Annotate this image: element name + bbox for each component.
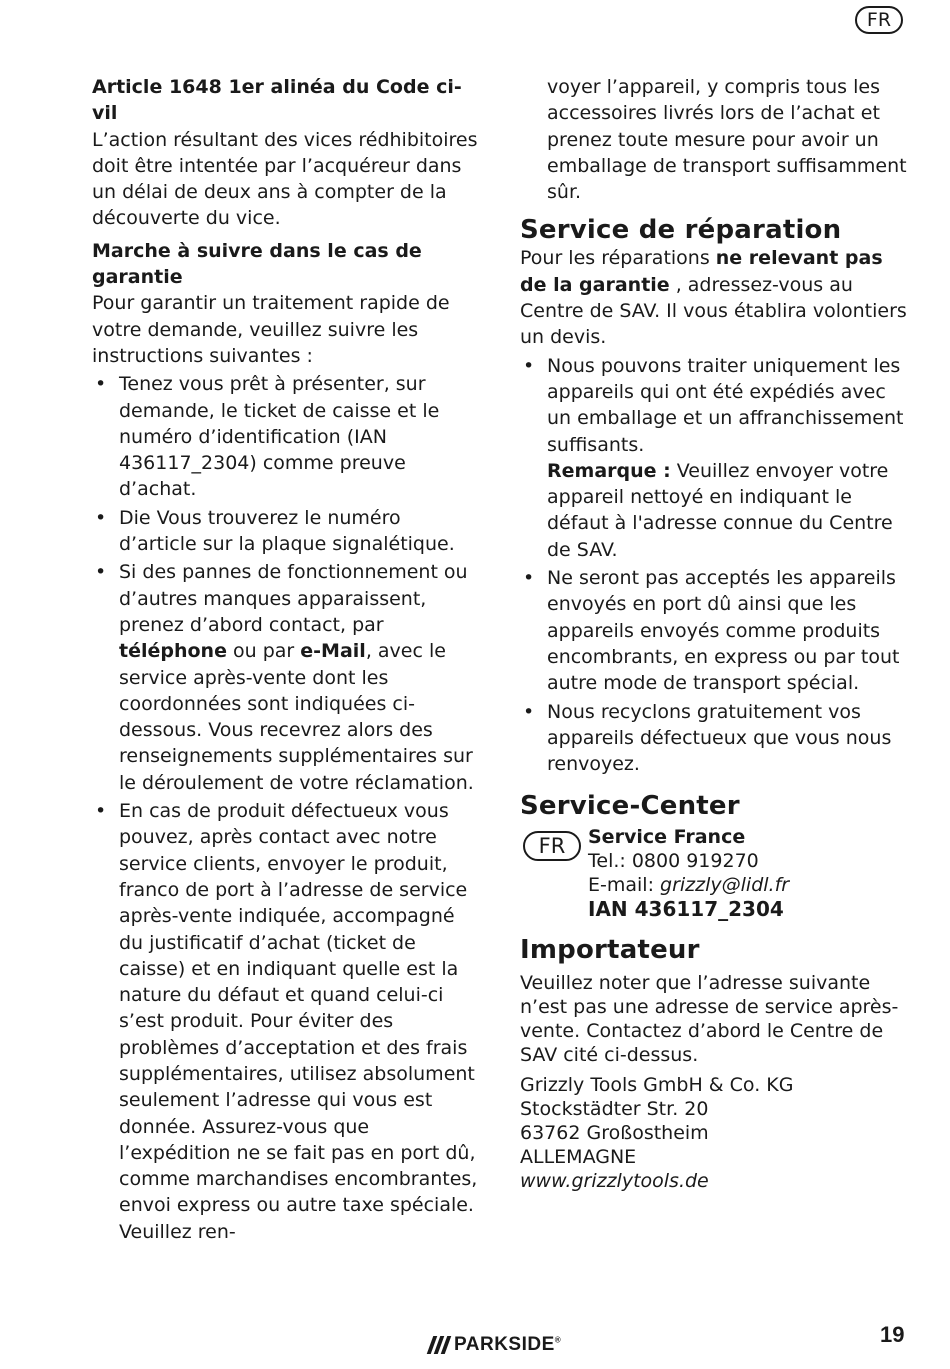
repair-text [520,245,915,350]
list-item [520,353,915,563]
country-badge: FR [523,831,581,861]
email-label: E-mail: [588,874,661,897]
continuation-text: voyer l’appareil, y compris tous les accessoires livrés lors de l’achat et prenez toute mesure pour avoir un emballage de transport suffisamment sûr. [547,76,907,204]
repair-text-a: Pour les réparations [520,247,716,270]
page-number: 19 [880,1322,905,1347]
logo-slashes-icon [430,1336,448,1354]
bullet-text: , avec le service après-vente dont les coordonnées sont indiquées ci-dessous. Vous recevrez alors des renseignements supplémentaires sur le déroulement de votre réclamation. [119,640,474,794]
importer-website[interactable]: www.grizzlytools.de [520,1170,709,1193]
address-line: Stockstädter Str. 20 [520,1098,709,1121]
repair-heading: Service de réparation [520,215,842,246]
service-email-line [588,873,915,897]
service-phone: Tel.: 0800 919270 [588,850,759,873]
email-emphasis: e-Mail [300,640,366,663]
address-line: 63762 Großostheim [520,1122,709,1145]
bullet-text: Si des pannes de fonctionnement ou d’autres manques apparaissent, prenez d’abord contact, par [119,561,468,636]
list-item: • En cas de produit défectueux vous pouvez, après contact avec notre service clients, envoyer le produit, franco de port à l’adresse de service après-vente indiquée, accompagné du justificatif d’achat (ticket de caisse) et en indiquant quelle est la nature du défaut et quand celui-ci s’est produit. Pour éviter des problèmes d’acceptation et des frais supplémentaires, utilisez absolument seulement l’adresse qui vous est donnée. Assurez-vous que l’expédition ne se fait pas en port dû, comme marchandises encombrantes, envoi express ou autre taxe spéciale. Veuillez ren- [92,798,484,1245]
service-ian: IAN 436117_2304 [588,897,784,922]
brand-name: PARKSIDE® [454,1334,562,1355]
list-item: • Tenez vous prêt à présenter, sur demande, le ticket de caisse et le numéro d’identification (IAN 436117_2304) comme preuve d’achat. [92,371,484,502]
importer-heading: Importateur [520,935,700,966]
procedure-heading: Marche à suivre dans le cas de garantie [92,239,422,289]
address-line: ALLEMAGNE [520,1146,637,1169]
language-badge: FR [855,6,903,34]
procedure-intro: Pour garantir un traitement rapide de votre demande, veuillez suivre les instructions suivantes : [92,292,450,367]
right-column [520,74,915,1193]
article-heading: Article 1648 1er alinéa du Code ci-vil [92,76,462,125]
list-item [92,559,484,796]
remark-label: Remarque : [547,459,671,482]
service-center-block [520,825,915,921]
remark-text: Veuillez envoyer votre appareil nettoyé en indiquant le défaut à l'adresse connue du Centre de SAV. [547,459,893,561]
service-center-heading: Service-Center [520,791,740,822]
bullet-text: ou par [226,640,301,663]
list-item: • Nous recyclons gratuitement vos appareils défectueux que vous nous renvoyez. [520,699,915,778]
repair-list [520,353,915,778]
address-line: Grizzly Tools GmbH & Co. KG [520,1074,794,1097]
bullet-text: Nous pouvons traiter uniquement les appareils qui ont été expédiés avec un emballage et un affranchissement suffisants. [547,354,904,456]
service-email[interactable]: grizzly@lidl.fr [660,874,790,897]
repair-emphasis: ne relevant pas de la garantie [520,247,883,296]
parkside-logo [430,1330,561,1360]
left-column [92,74,484,1245]
service-name: Service France [588,826,746,849]
list-item: • Ne seront pas acceptés les appareils envoyés en port dû ainsi que les appareils envoyés comme produits encombrants, en express ou par tout autre mode de transport spécial. [520,565,915,696]
article-text: L’action résultant des vices rédhibitoires doit être intentée par l’acquéreur dans un délai de deux ans à compter de la découverte du vice. [92,128,478,230]
importer-text: Veuillez noter que l’adresse suivante n’est pas une adresse de service après-vente. Contactez d’abord le Centre de SAV cité ci-dessus. [520,972,899,1067]
repair-text-b: , adressez-vous au Centre de SAV. Il vous établira volontiers un devis. [520,273,907,349]
procedure-list [92,371,484,1245]
phone-emphasis: téléphone [119,640,227,663]
list-item: • Die Vous trouverez le numéro d’article sur la plaque signalétique. [92,505,484,558]
importer-address [520,1073,915,1193]
